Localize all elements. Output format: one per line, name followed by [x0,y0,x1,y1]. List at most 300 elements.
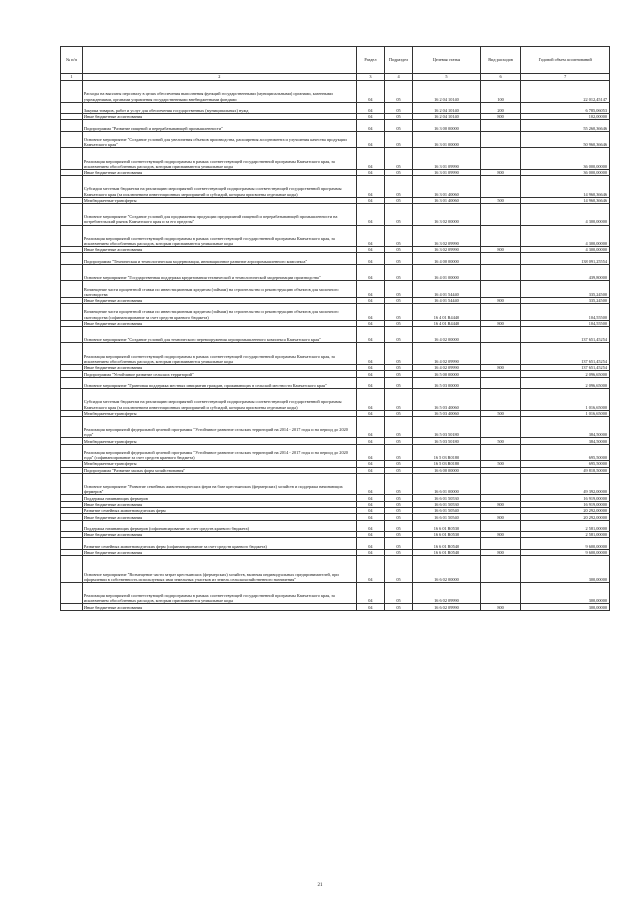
row-subsection-cell: 05 [384,264,412,281]
row-section-cell: 04 [356,148,384,170]
row-sum-cell: 384,50000 [521,416,610,438]
row-name-cell: Иные бюджетные ассигнования [82,549,356,555]
row-section-cell: 04 [356,247,384,253]
row-name-cell: Развитие семейных животноводческих ферм [82,508,356,514]
row-target-cell: 16 3 01 00000 [413,131,481,148]
row-sum-cell: 50 960,36646 [521,131,610,148]
row-name-cell: Иные бюджетные ассигнования [82,113,356,119]
row-vid-cell: 800 [480,247,521,253]
table-row [61,582,610,604]
row-subsection-cell: 05 [384,131,412,148]
row-num-cell [61,253,83,264]
row-section-cell: 04 [356,197,384,203]
page-number: 21 [317,883,323,888]
row-target-cell: 16 6 01 R0540 [413,549,481,555]
row-num-cell [61,176,83,198]
row-name-cell: Иные бюджетные ассигнования [82,604,356,610]
row-target-cell: 16 6 02 09990 [413,582,481,604]
header-num: № п/п [61,47,83,74]
row-sum-cell: 102,00000 [521,113,610,119]
row-target-cell: 16 3 00 00000 [413,120,481,131]
row-target-cell: 16 5 03 50180 [413,438,481,444]
row-subsection-cell: 05 [384,538,412,549]
row-num-cell [61,326,83,343]
row-sum-cell: 335,24500 [521,297,610,303]
row-target-cell: 16 4 01 R4440 [413,320,481,326]
row-subsection-cell: 05 [384,225,412,247]
index-cell: 3 [356,74,384,81]
row-name-cell: Подпрограмма "Устойчивое развитие сельских территорий" [82,371,356,377]
row-sum-cell: 22 012,45147 [521,81,610,103]
row-section-cell: 04 [356,473,384,495]
row-target-cell: 16 5 03 R0180 [413,461,481,467]
row-section-cell: 04 [356,113,384,119]
row-num-cell [61,473,83,495]
row-vid-cell: 500 [480,410,521,416]
row-section-cell: 04 [356,371,384,377]
row-vid-cell [480,473,521,495]
row-vid-cell: 500 [480,197,521,203]
row-name-cell: Возмещение части процентной ставки по инвестиционным кредитам (займам) на строительство и реконструкцию объектов для молочного скотоводства (софинансирование за счет средств краевого бюджета) [82,304,356,321]
row-vid-cell [480,389,521,411]
row-num-cell [61,148,83,170]
row-num-cell [61,343,83,365]
row-name-cell: Иные бюджетные ассигнования [82,365,356,371]
row-subsection-cell: 05 [384,438,412,444]
row-target-cell: 16 4 01 54440 [413,297,481,303]
row-target-cell: 16 4 01 R4440 [413,304,481,321]
row-vid-cell: 800 [480,297,521,303]
row-num-cell [61,203,83,225]
row-name-cell: Иные бюджетные ассигнования [82,501,356,507]
table-row [61,326,610,343]
table-row [61,81,610,103]
row-target-cell: 16 6 01 50530 [413,495,481,501]
row-target-cell: 16 2 04 10140 [413,81,481,103]
table-row [61,538,610,549]
row-name-cell: Межбюджетные трансферты [82,410,356,416]
row-sum-cell: 9 600,00000 [521,549,610,555]
row-section-cell: 04 [356,304,384,321]
table-row [61,176,610,198]
row-subsection-cell: 05 [384,556,412,583]
row-vid-cell: 500 [480,461,521,467]
row-vid-cell [480,176,521,198]
row-section-cell: 04 [356,169,384,175]
row-sum-cell: 104,55500 [521,320,610,326]
row-subsection-cell: 05 [384,326,412,343]
table-row [61,604,610,610]
row-num-cell [61,102,83,113]
row-subsection-cell: 05 [384,495,412,501]
row-name-cell: Закупка товаров, работ и услуг для обеспечения государственных (муниципальных) нужд [82,102,356,113]
table-row [61,120,610,131]
row-vid-cell [480,377,521,388]
header-subsection: Подраздел [384,47,412,74]
row-target-cell: 16 6 01 R0530 [413,532,481,538]
budget-table [60,46,610,611]
row-subsection-cell: 05 [384,410,412,416]
row-vid-cell [480,416,521,438]
row-name-cell: Основное мероприятие "Создание условий для технического перевооружения агропромышленного комплекса Камчатского края" [82,326,356,343]
row-target-cell: 16 6 01 50540 [413,508,481,514]
table-row [61,304,610,321]
row-target-cell: 16 3 02 09990 [413,247,481,253]
row-vid-cell [480,343,521,365]
row-vid-cell [480,253,521,264]
row-vid-cell: 800 [480,549,521,555]
row-section-cell: 04 [356,102,384,113]
row-vid-cell: 800 [480,604,521,610]
row-sum-cell: 49 818,50000 [521,467,610,473]
row-subsection-cell: 05 [384,501,412,507]
row-sum-cell: 2 096,65000 [521,371,610,377]
row-section-cell: 04 [356,326,384,343]
row-sum-cell: 1 016,65000 [521,410,610,416]
row-sum-cell: 49 392,00000 [521,473,610,495]
table-row [61,520,610,531]
table-row [61,389,610,411]
row-name-cell: Основное мероприятие "Грантовая поддержка местных инициатив граждан, проживающих в сельской местности Камчатского края" [82,377,356,388]
table-row [61,473,610,495]
row-vid-cell [480,556,521,583]
row-sum-cell: 439,80000 [521,264,610,281]
row-name-cell: Основное мероприятие "Развитие семейных животноводческих ферм на базе крестьянских (фермерских) хозяйств и поддержка начинающих фермеров" [82,473,356,495]
row-section-cell: 04 [356,81,384,103]
row-vid-cell [480,281,521,298]
row-subsection-cell: 05 [384,549,412,555]
row-num-cell [61,377,83,388]
row-vid-cell [480,225,521,247]
row-name-cell: Основное мероприятие "Создание условий для увеличения объемов производства, расширения ассортимента и улучшения качества продукции Камчатского края" [82,131,356,148]
table-row [61,264,610,281]
row-subsection-cell: 05 [384,582,412,604]
row-target-cell: 16 6 00 00000 [413,467,481,473]
row-target-cell: 16 6 02 00000 [413,556,481,583]
row-name-cell: Иные бюджетные ассигнования [82,514,356,520]
row-subsection-cell: 05 [384,514,412,520]
row-name-cell: Межбюджетные трансферты [82,197,356,203]
row-vid-cell: 800 [480,169,521,175]
row-target-cell: 16 5 03 50180 [413,416,481,438]
row-name-cell: Иные бюджетные ассигнования [82,297,356,303]
table-header-row [61,47,610,74]
row-subsection-cell: 05 [384,197,412,203]
row-target-cell: 16 6 01 R0530 [413,520,481,531]
row-subsection-cell: 05 [384,520,412,531]
row-sum-cell: 137 651,45254 [521,365,610,371]
row-name-cell: Расходы на выплаты персоналу в целях обеспечения выполнения функций государственными (муниципальными) органами, казенными учреждениями, органами управления государственными внебюджетными фондами [82,81,356,103]
row-vid-cell [480,538,521,549]
row-sum-cell: 2 581,00000 [521,520,610,531]
row-sum-cell: 20 292,00000 [521,514,610,520]
row-vid-cell [480,304,521,321]
row-subsection-cell: 05 [384,473,412,495]
row-name-cell: Межбюджетные трансферты [82,438,356,444]
row-sum-cell: 4 300,00000 [521,247,610,253]
row-name-cell: Основное мероприятие "Государственная поддержка кредитования технической и технологической модернизации производства" [82,264,356,281]
index-cell: 2 [82,74,356,81]
row-target-cell: 16 6 01 50540 [413,514,481,520]
row-section-cell: 04 [356,501,384,507]
row-sum-cell: 9 600,00000 [521,538,610,549]
row-vid-cell: 800 [480,532,521,538]
row-num-cell [61,304,83,321]
header-vid: Вид расходов [480,47,521,74]
table-row [61,131,610,148]
row-subsection-cell: 05 [384,176,412,198]
row-target-cell: 16 6 02 09990 [413,604,481,610]
row-name-cell: Реализация мероприятий соответствующей подпрограммы в рамках соответствующей государственной программы Камчатского края, за исключением обособленных расходов, которым присваиваются уникальные коды [82,582,356,604]
row-target-cell: 16 3 01 40060 [413,176,481,198]
row-sum-cell: 16 919,00000 [521,501,610,507]
row-sum-cell: 384,50000 [521,438,610,444]
row-subsection-cell: 05 [384,467,412,473]
table-row [61,377,610,388]
row-sum-cell: 695,50000 [521,444,610,461]
row-name-cell: Иные бюджетные ассигнования [82,532,356,538]
row-sum-cell: 4 300,00000 [521,225,610,247]
row-num-cell [61,264,83,281]
row-name-cell: Межбюджетные трансферты [82,461,356,467]
row-section-cell: 04 [356,343,384,365]
row-sum-cell: 300,00000 [521,556,610,583]
table-row [61,556,610,583]
row-target-cell: 16 4 02 09990 [413,343,481,365]
row-section-cell: 04 [356,120,384,131]
row-vid-cell: 200 [480,102,521,113]
row-target-cell: 16 6 01 R0540 [413,538,481,549]
table-row [61,148,610,170]
row-name-cell: Иные бюджетные ассигнования [82,320,356,326]
row-section-cell: 04 [356,365,384,371]
row-sum-cell: 55 260,36646 [521,120,610,131]
row-subsection-cell: 05 [384,508,412,514]
row-section-cell: 04 [356,582,384,604]
row-subsection-cell: 05 [384,365,412,371]
row-target-cell: 16 4 02 00000 [413,326,481,343]
row-target-cell: 16 3 01 09990 [413,148,481,170]
row-name-cell: Реализация мероприятий соответствующей подпрограммы в рамках соответствующей государственной программы Камчатского края, за исключением обособленных расходов, которым присваиваются уникальные коды [82,148,356,170]
row-subsection-cell: 05 [384,461,412,467]
table-row [61,444,610,461]
row-num-cell [61,416,83,438]
row-subsection-cell: 05 [384,120,412,131]
row-sum-cell: 36 000,00000 [521,169,610,175]
row-vid-cell [480,203,521,225]
row-sum-cell: 300,00000 [521,582,610,604]
row-target-cell: 16 4 01 54440 [413,281,481,298]
row-target-cell: 16 3 01 40060 [413,197,481,203]
row-vid-cell [480,326,521,343]
row-vid-cell: 800 [480,320,521,326]
row-section-cell: 04 [356,281,384,298]
row-name-cell: Поддержка начинающих фермеров [82,495,356,501]
row-subsection-cell: 05 [384,247,412,253]
row-sum-cell: 2 581,00000 [521,532,610,538]
row-subsection-cell: 05 [384,253,412,264]
row-subsection-cell: 05 [384,416,412,438]
row-target-cell: 16 5 03 40060 [413,389,481,411]
index-cell: 7 [521,74,610,81]
row-vid-cell [480,582,521,604]
row-target-cell: 16 4 02 09990 [413,365,481,371]
row-sum-cell: 300,00000 [521,604,610,610]
row-subsection-cell: 05 [384,320,412,326]
row-sum-cell: 137 651,45254 [521,326,610,343]
row-section-cell: 04 [356,467,384,473]
row-sum-cell: 14 960,36646 [521,176,610,198]
index-cell: 1 [61,74,83,81]
row-section-cell: 04 [356,520,384,531]
row-subsection-cell: 05 [384,304,412,321]
row-vid-cell [480,131,521,148]
row-vid-cell: 800 [480,514,521,520]
row-name-cell: Иные бюджетные ассигнования [82,247,356,253]
table-row [61,281,610,298]
row-section-cell: 04 [356,377,384,388]
row-section-cell: 04 [356,444,384,461]
row-num-cell [61,538,83,549]
row-section-cell: 04 [356,389,384,411]
row-subsection-cell: 05 [384,113,412,119]
row-name-cell: Реализация мероприятий федеральной целевой программы "Устойчивое развитие сельских территорий на 2014 - 2017 годы и на период до 2020 года" (софинансирование за счет средств краевого бюджета) [82,444,356,461]
row-sum-cell: 14 960,36646 [521,197,610,203]
row-target-cell: 16 2 04 10140 [413,102,481,113]
row-section-cell: 04 [356,176,384,198]
row-subsection-cell: 05 [384,281,412,298]
row-section-cell: 04 [356,538,384,549]
row-subsection-cell: 05 [384,604,412,610]
row-section-cell: 04 [356,416,384,438]
row-name-cell: Развитие семейных животноводческих ферм (софинансирование за счет средств краевого бюджета) [82,538,356,549]
row-name-cell: Основное мероприятие "Создание условий для продвижения продукции предприятий пищевой и перерабатывающей промышленности на потребительский рынок Камчатского края и за его пределы" [82,203,356,225]
row-section-cell: 04 [356,556,384,583]
table-row [61,102,610,113]
row-sum-cell: 4 300,00000 [521,203,610,225]
row-num-cell [61,604,83,610]
row-section-cell: 04 [356,320,384,326]
header-section: Раздел [356,47,384,74]
row-num-cell [61,389,83,411]
row-target-cell: 16 5 03 R0180 [413,444,481,461]
table-body [61,81,610,611]
index-cell: 4 [384,74,412,81]
row-section-cell: 04 [356,438,384,444]
row-name-cell: Подпрограмма "Развитие пищевой и перерабатывающей промышленности" [82,120,356,131]
row-section-cell: 04 [356,514,384,520]
row-vid-cell [480,444,521,461]
row-vid-cell: 500 [480,438,521,444]
header-name [82,47,356,74]
row-name-cell: Реализация мероприятий соответствующей подпрограммы в рамках соответствующей государственной программы Камчатского края, за исключением обособленных расходов, которым присваиваются уникальные коды [82,225,356,247]
row-subsection-cell: 05 [384,203,412,225]
row-section-cell: 04 [356,264,384,281]
index-cell: 5 [413,74,481,81]
row-subsection-cell: 05 [384,81,412,103]
row-num-cell [61,225,83,247]
table-row [61,343,610,365]
row-target-cell: 16 2 04 10140 [413,113,481,119]
row-num-cell [61,556,83,583]
row-section-cell: 04 [356,297,384,303]
row-vid-cell [480,148,521,170]
row-subsection-cell: 05 [384,444,412,461]
header-target: Целевая статья [413,47,481,74]
row-target-cell: 16 4 01 00000 [413,264,481,281]
row-name-cell: Субсидии местным бюджетам на реализацию мероприятий соответствующей подпрограммы соответствующей государственной программы Камчатского края (за исключением инвестиционных мероприятий и субсидий, которым присвоены отдельные коды) [82,176,356,198]
budget-table-sheet [60,46,610,611]
row-target-cell: 16 5 00 00000 [413,371,481,377]
row-num-cell [61,582,83,604]
row-num-cell [61,281,83,298]
row-subsection-cell: 05 [384,148,412,170]
table-index-row [61,74,610,81]
row-num-cell [61,444,83,461]
row-name-cell: Возмещение части процентной ставки по инвестиционным кредитам (займам) на строительство и реконструкцию объектов для молочного скотоводства [82,281,356,298]
table-row [61,225,610,247]
header-total: Годовой объем ассигнований [521,47,610,74]
row-section-cell: 04 [356,495,384,501]
row-vid-cell: 800 [480,501,521,507]
row-sum-cell: 1 016,65000 [521,389,610,411]
row-num-cell [61,131,83,148]
row-name-cell: Основное мероприятие "Возмещение части затрат крестьянских (фермерских) хозяйств, включая индивидуальных предпринимателей, при оформлении в собственность используемых ими земельных участков из земель сельскохозяйственного назначения" [82,556,356,583]
row-subsection-cell: 05 [384,371,412,377]
row-sum-cell: 2 096,65000 [521,377,610,388]
row-sum-cell: 335,24500 [521,281,610,298]
row-name-cell: Подпрограмма "Развитие малых форм хозяйствования" [82,467,356,473]
row-subsection-cell: 05 [384,169,412,175]
row-sum-cell: 36 000,00000 [521,148,610,170]
row-target-cell: 16 6 01 00000 [413,473,481,495]
row-subsection-cell: 05 [384,297,412,303]
row-subsection-cell: 05 [384,377,412,388]
row-target-cell: 16 3 02 00000 [413,203,481,225]
row-vid-cell [480,120,521,131]
row-section-cell: 04 [356,549,384,555]
row-section-cell: 04 [356,131,384,148]
row-sum-cell: 138 091,25554 [521,253,610,264]
row-section-cell: 04 [356,203,384,225]
row-section-cell: 04 [356,253,384,264]
row-section-cell: 04 [356,410,384,416]
row-target-cell: 16 5 03 00000 [413,377,481,388]
row-subsection-cell: 05 [384,343,412,365]
row-name-cell: Иные бюджетные ассигнования [82,169,356,175]
row-vid-cell: 100 [480,81,521,103]
row-target-cell: 16 3 01 09990 [413,169,481,175]
table-row [61,416,610,438]
row-vid-cell: 800 [480,365,521,371]
row-num-cell [61,120,83,131]
row-section-cell: 04 [356,225,384,247]
index-cell: 6 [480,74,521,81]
row-vid-cell: 800 [480,113,521,119]
row-sum-cell: 20 292,00000 [521,508,610,514]
row-target-cell: 16 4 00 00000 [413,253,481,264]
row-sum-cell: 695,50000 [521,461,610,467]
row-sum-cell: 16 919,00000 [521,495,610,501]
row-sum-cell: 137 651,45254 [521,343,610,365]
row-name-cell: Реализация мероприятий федеральной целевой программы "Устойчивое развитие сельских территорий на 2014 - 2017 годы и на период до 2020 года" [82,416,356,438]
row-subsection-cell: 05 [384,389,412,411]
row-num-cell [61,520,83,531]
row-name-cell: Подпрограмма "Техническая и технологическая модернизация, инновационное развитие агропромышленного комплекса" [82,253,356,264]
row-section-cell: 04 [356,461,384,467]
row-sum-cell: 104,55500 [521,304,610,321]
row-sum-cell: 6 785,06053 [521,102,610,113]
